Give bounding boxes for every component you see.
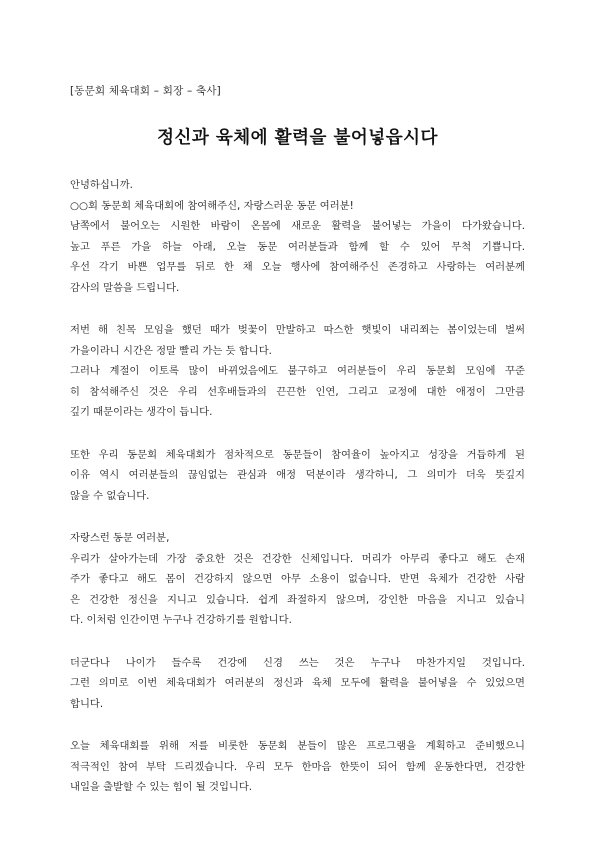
text-line: 저번 해 친목 모임을 했던 때가 벚꽃이 만발하고 따스한 햇빛이 내리쬐는 봄이었는데 벌써 (70, 324, 525, 336)
text-line: 우선 각기 바쁜 업무를 뒤로 한 채 오늘 행사에 참여해주신 존경하고 사랑하는 여러분께 (70, 261, 525, 273)
paragraph (70, 653, 525, 715)
paragraph (70, 528, 525, 631)
paragraph (70, 320, 525, 423)
text-line: 깊기 때문이라는 생각이 듭니다. (70, 406, 213, 418)
text-line: 그러나 계절이 이토록 많이 바뀌었음에도 불구하고 여러분들이 우리 동문회 모임에 꾸준 (70, 365, 525, 377)
text-line: 남쪽에서 불어오는 시원한 바람이 온몸에 새로운 활력을 불어넣는 가을이 다가왔습니다. (70, 220, 525, 232)
text-line: 더군다나 나이가 들수록 건강에 신경 쓰는 것은 누구나 마찬가지일 것입니다. (70, 656, 525, 669)
text-line: 그런 의미로 이번 체육대회가 여러분의 정신과 육체 모두에 활력을 불어넣을 수 있었으면 (70, 677, 525, 689)
text-line: 은 건강한 정신을 지니고 있습니다. 쉽게 좌절하지 않으며, 강인한 마음을 지니고 있습니 (70, 593, 525, 606)
text-line: 적극적인 참여 부탁 드리겠습니다. 우리 모두 한마음 한뜻이 되어 함께 운동한다면, 건강한 (70, 760, 525, 773)
text-line: 다. 이처럼 인간이면 누구나 건강하기를 원합니다. (70, 614, 292, 626)
paragraph (70, 175, 525, 298)
text-line: 자랑스런 동문 여러분, (70, 532, 170, 544)
text-line: 오늘 체육대회를 위해 저를 비롯한 동문회 분들이 많은 프로그램을 계획하고 준비했으니 (70, 740, 525, 752)
text-line: 주가 좋다고 해도 몸이 건강하지 않으면 아무 소용이 없습니다. 반면 육체가 건강한 사람 (70, 573, 525, 585)
document-tag: [동문회 체육대회 – 회장 – 축사] (70, 85, 221, 97)
text-line: 합니다. (70, 697, 104, 710)
paragraph (70, 736, 525, 798)
text-line: 히 참석해주신 것은 우리 선후배들과의 끈끈한 인연, 그리고 교정에 대한 애정이 그만큼 (70, 385, 525, 398)
text-line: 높고 푸른 가을 하늘 아래, 오늘 동문 여러분들과 함께 할 수 있어 무척 기쁩니다. (70, 240, 525, 253)
text-line: 감사의 말씀을 드립니다. (70, 281, 180, 294)
paragraph (70, 445, 525, 507)
text-line: 우리가 살아가는데 가장 중요한 것은 건강한 신체입니다. 머리가 아무리 좋다고 해도 손재 (70, 552, 525, 565)
text-line: ○○회 동문회 체육대회에 참여해주신, 자랑스러운 동문 여러분! (70, 199, 354, 212)
document-title: 정신과 육체에 활력을 불어넣읍시다 (157, 128, 438, 148)
text-line: 않을 수 없습니다. (70, 489, 150, 502)
text-line: 이유 역시 여러분들의 끊임없는 관심과 애정 덕분이라 생각하니, 그 의미가 더욱 뜻깊지 (70, 469, 525, 481)
text-line: 또한 우리 동문회 체육대회가 점차적으로 동문들이 참여율이 높아지고 성장을 거듭하게 된 (70, 448, 525, 461)
text-line: 내일을 출발할 수 있는 힘이 될 것입니다. (70, 781, 253, 793)
text-line: 가을이라니 시간은 정말 빨리 가는 듯 합니다. (70, 344, 272, 357)
document-body (70, 175, 525, 798)
text-line: 안녕하십니까. (70, 179, 133, 191)
